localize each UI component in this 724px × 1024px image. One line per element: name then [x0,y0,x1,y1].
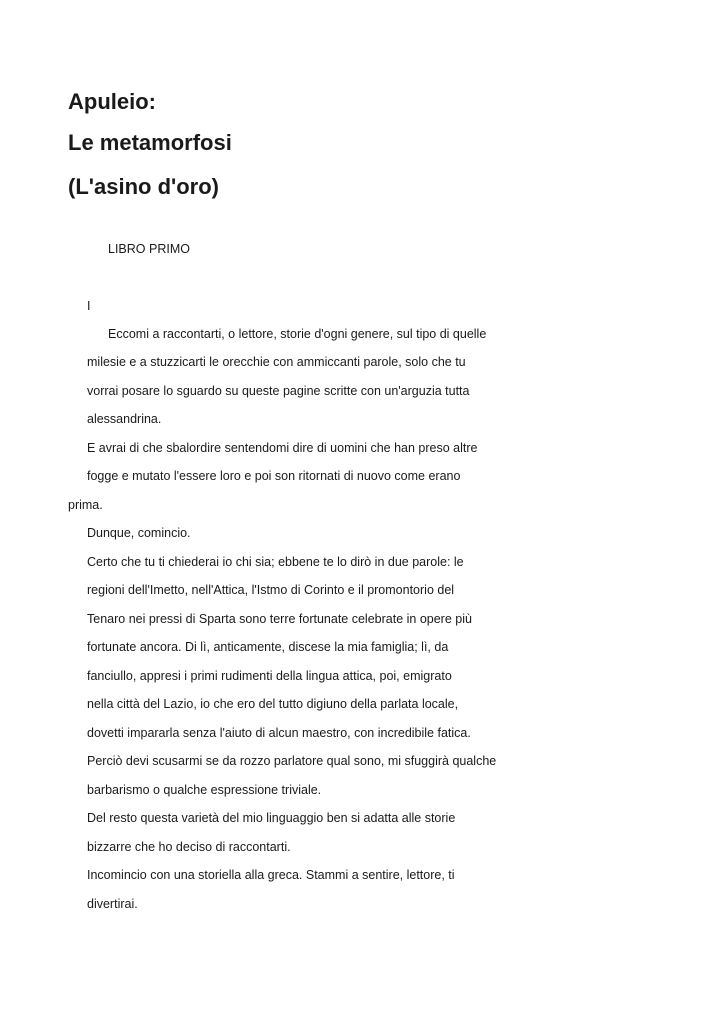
text-line: bizzarre che ho deciso di raccontarti. [87,840,291,854]
text-line: fortunate ancora. Di lì, anticamente, discese la mia famiglia; lì, da [87,640,449,654]
text-line: fogge e mutato l'essere loro e poi son ritornati di nuovo come erano [87,469,461,483]
text-line: Certo che tu ti chiederai io chi sia; ebbene te lo dirò in due parole: le [87,555,464,569]
author-heading: Apuleio: [68,89,156,114]
book-heading: LIBRO PRIMO [108,242,190,256]
text-line: Dunque, comincio. [87,526,191,540]
text-line: Perciò devi scusarmi se da rozzo parlatore qual sono, mi sfuggirà qualche [87,754,497,768]
text-line: vorrai posare lo sguardo su queste pagine scritte con un'arguzia tutta [87,384,470,398]
text-line: barbarismo o qualche espressione triviale. [87,783,322,797]
text-line: divertirai. [87,897,138,911]
text-line: Incomincio con una storiella alla greca. Stammi a sentire, lettore, ti [87,868,455,882]
text-line: fanciullo, appresi i primi rudimenti della lingua attica, poi, emigrato [87,669,452,683]
chapter-number: I [87,299,91,313]
text-line: regioni dell'Imetto, nell'Attica, l'Istmo di Corinto e il promontorio del [87,583,455,597]
text-line: milesie e a stuzzicarti le orecchie con ammiccanti parole, solo che tu [87,355,466,369]
text-line: Del resto questa varietà del mio linguaggio ben si adatta alle storie [87,811,456,825]
text-line: Tenaro nei pressi di Sparta sono terre fortunate celebrate in opere più [87,612,472,626]
text-line: Eccomi a raccontarti, o lettore, storie d'ogni genere, sul tipo di quelle [108,327,487,341]
text-line: prima. [68,498,103,512]
text-line: E avrai di che sbalordire sentendomi dire di uomini che han preso altre [87,441,478,455]
text-line: nella città del Lazio, io che ero del tutto digiuno della parlata locale, [87,697,459,711]
title-heading: Le metamorfosi [68,130,232,155]
text-line: alessandrina. [87,412,162,426]
subtitle-heading: (L'asino d'oro) [68,174,220,199]
text-line: dovetti impararla senza l'aiuto di alcun maestro, con incredibile fatica. [87,726,471,740]
